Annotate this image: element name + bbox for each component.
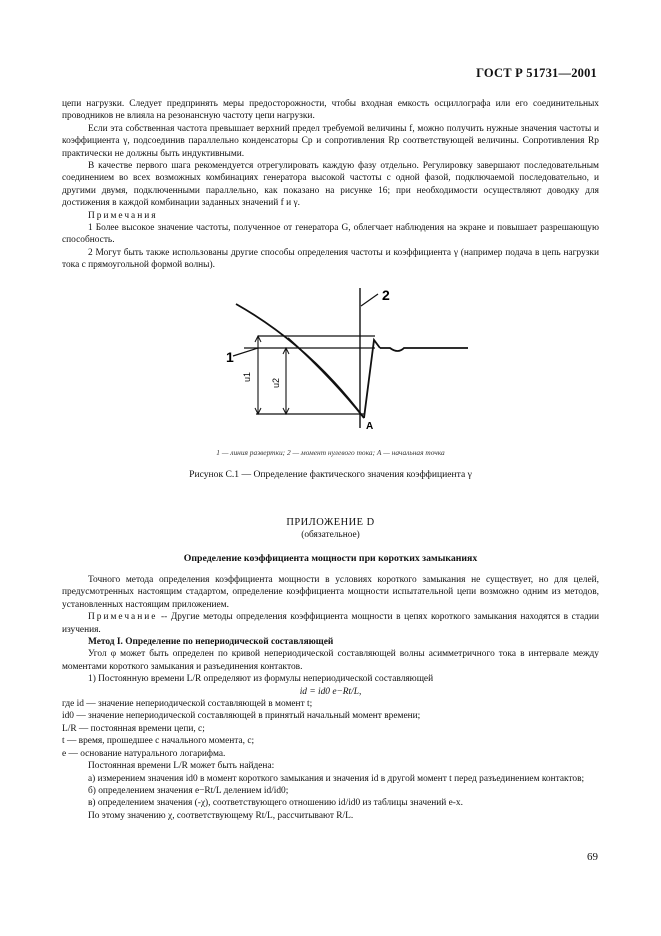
paragraph: Угол φ может быть определен по кривой непериодической составляющей волны асимметричного тока в интервале между моментами короткого замыкания и разъединения контактов. bbox=[62, 649, 599, 672]
definition-line: где id — значение непериодической составляющей в момент t; bbox=[62, 699, 313, 710]
figure-legend: 1 — линия развертки; 2 — момент нулевого тока; А — начальная точка bbox=[216, 448, 445, 457]
return-stroke bbox=[364, 340, 380, 418]
list-item: в) определением значения (-χ), соответствующего отношению id/id0 из таблицы значений e-x. bbox=[88, 798, 463, 809]
current-curve bbox=[236, 304, 364, 418]
label-2: 2 bbox=[382, 287, 390, 303]
method-heading: Метод I. Определение по непериодической составляющей bbox=[88, 637, 334, 648]
label-1: 1 bbox=[226, 349, 234, 365]
label-u2: u2 bbox=[271, 377, 281, 388]
paragraph: В качестве первого шага рекомендуется отрегулировать каждую фазу отдельно. Регулировку завершают последовательным соединением во всех возможных комбинациях генератора высокой частоты с одной фазой, подключаемой последовательно, и другими двумя, подключенными параллельно, как показано на рисунке 16; при необходимости осуществляют доводку для достижения в каждой комбинации заданных значений f и γ. bbox=[62, 161, 599, 209]
definition-line: L/R — постоянная времени цепи, с; bbox=[62, 723, 205, 734]
appendix-title: ПРИЛОЖЕНИЕ D bbox=[286, 517, 375, 528]
definition-line: e — основание натурального логарифма. bbox=[62, 748, 226, 759]
note-text: -- Другие методы определения коэффициента мощности в цепях короткого замыкания находятся в стадии изучения. bbox=[62, 612, 599, 635]
figure-c1-diagram bbox=[200, 286, 480, 436]
paragraph: Точного метода определения коэффициента мощности в условиях короткого замыкания не существует, но для целей, предусмотренных настоящим стадартом, определение коэффициента мощности испытательной цепи возможно одним из методов, установленных настоящим приложением. bbox=[62, 575, 599, 610]
appendix-note bbox=[62, 611, 599, 636]
label-a: A bbox=[366, 421, 374, 432]
standard-number: ГОСТ Р 51731—2001 bbox=[476, 66, 597, 80]
note-item: 1 Более высокое значение частоты, полученное от генератора G, облегчает наблюдения на экране и повышает разрешающую способность. bbox=[62, 223, 599, 246]
top-text-block bbox=[62, 98, 599, 272]
formula: id = id0 e−Rt/L, bbox=[299, 686, 362, 697]
figure-caption: Рисунок С.1 — Определение фактического значения коэффициента γ bbox=[189, 469, 472, 480]
note-label: Примечание bbox=[88, 612, 158, 623]
label-u1: u1 bbox=[242, 371, 252, 382]
list-item: б) определением значения e−Rt/L делением id/id0; bbox=[88, 785, 289, 796]
leader-line-1 bbox=[233, 348, 258, 356]
leader-line-2 bbox=[361, 294, 378, 306]
paragraph: цепи нагрузки. Следует предпринять меры предосторожности, чтобы входная емкость осциллографа или его соединительных проводников не влияла на резонансную частоту цепи нагрузки. bbox=[62, 99, 599, 122]
paragraph: Постоянная времени L/R может быть найдена: bbox=[88, 761, 275, 772]
page-number: 69 bbox=[587, 851, 598, 863]
definition-line: id0 — значение непериодической составляющей в принятый начальный момент времени; bbox=[62, 711, 421, 722]
appendix-heading: Определение коэффициента мощности при коротких замыканиях bbox=[183, 553, 478, 564]
appendix-text-block bbox=[62, 574, 599, 822]
waveform-tail bbox=[380, 348, 468, 351]
note-item: 2 Могут быть также использованы другие способы определения частоты и коэффициента γ (например подача в цепь нагрузки тока с прямоугольной формой волны). bbox=[62, 247, 599, 271]
paragraph: По этому значению χ, соответствующему Rt/L, рассчитывают R/L. bbox=[88, 810, 354, 821]
paragraph: Если эта собственная частота превышает верхний предел требуемой величины f, можно получить нужные значения частоты и коэффициента γ, подсоединив параллельно конденсаторы Cp и сопротивления Rp соответствующей величины. Сопротивления Rp практически не должны быть индуктивными. bbox=[62, 123, 599, 159]
appendix-subtitle: (обязательное) bbox=[301, 530, 360, 540]
definition-line: t — время, прошедшее с начального момента, с; bbox=[62, 736, 255, 747]
paragraph: 1) Постоянную времени L/R определяют из формулы непериодической составляющей bbox=[88, 674, 434, 685]
list-item: а) измерением значения id0 в момент короткого замыкания и значения id в другой момент t перед разъединением контактов; bbox=[88, 773, 585, 784]
notes-heading: Примечания bbox=[88, 210, 158, 221]
second-curve bbox=[288, 338, 364, 418]
